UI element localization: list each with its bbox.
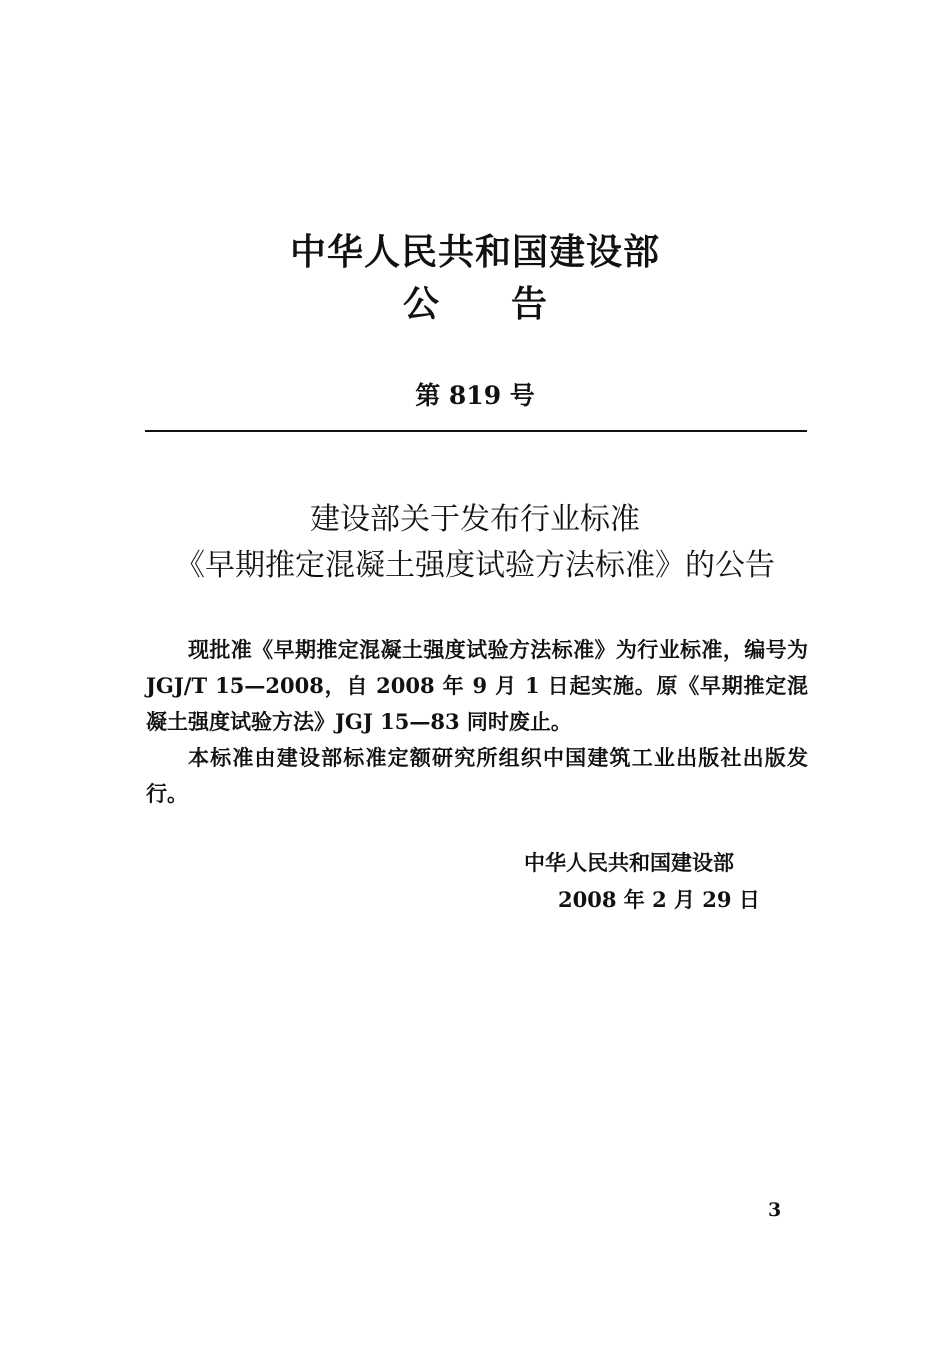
notice-title-line-2: 《早期推定混凝土强度试验方法标准》的公告 [175,548,775,583]
body-paragraph-2: 本标准由建设部标准定额研究所组织中国建筑工业出版社出版发行。 [146,745,808,806]
notice-number: 第 819 号 [415,381,535,410]
notice-heading-char-2: 告 [511,283,548,325]
signature-organization: 中华人民共和国建设部 [524,850,734,875]
body-paragraph-1: 现批准《早期推定混凝土强度试验方法标准》为行业标准，编号为 JGJ/T 15—2008，自 2008 年 9 月 1 日起实施。原《早期推定混凝土强度试验方法》JGJ 15—83 同时废止。 [146,637,808,734]
notice-title-line-1: 建设部关于发布行业标准 [310,502,640,537]
notice-body [146,632,808,812]
page-number: 3 [768,1199,782,1221]
header-divider [145,430,807,432]
issuing-ministry-heading: 中华人民共和国建设部 [289,231,660,273]
notice-heading [0,280,950,328]
signature-date: 2008 年 2 月 29 日 [558,887,760,912]
notice-heading-char-1: 公 [402,283,439,325]
